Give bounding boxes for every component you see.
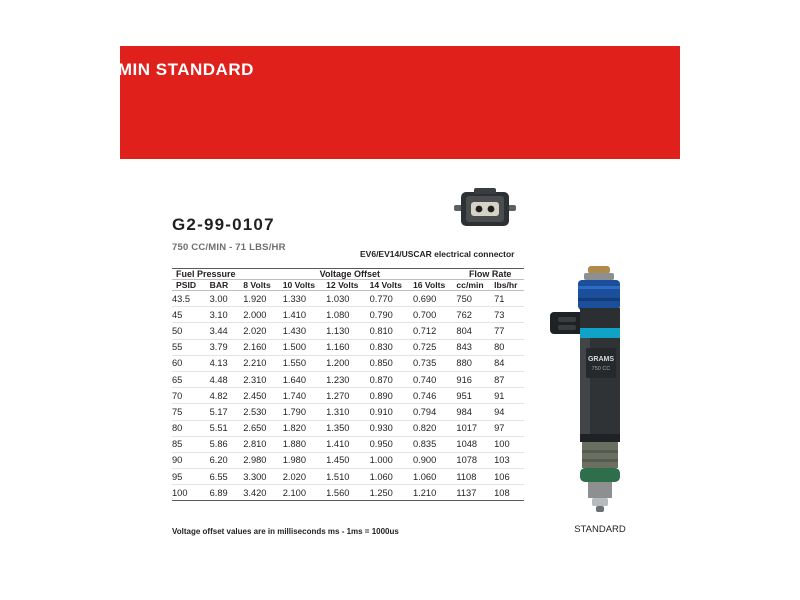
cell-lbshr: 77 <box>494 323 524 339</box>
cell-8v: 2.160 <box>243 339 283 355</box>
cell-lbshr: 91 <box>494 388 524 404</box>
table-row <box>172 339 524 355</box>
group-voltage-offset: Voltage Offset <box>243 269 456 280</box>
cell-16v: 1.210 <box>413 485 456 501</box>
cell-psid: 43.5 <box>172 291 210 307</box>
svg-text:GRAMS: GRAMS <box>587 356 615 363</box>
cell-10v: 1.330 <box>283 291 326 307</box>
cell-lbshr: 94 <box>494 404 524 420</box>
cell-14v: 1.000 <box>370 452 413 468</box>
cell-8v: 2.210 <box>243 355 283 371</box>
cell-ccmin: 804 <box>456 323 494 339</box>
cell-12v: 1.160 <box>326 339 369 355</box>
cell-8v: 2.450 <box>243 388 283 404</box>
table-row <box>172 307 524 323</box>
col-header-bar: BAR <box>210 280 244 291</box>
cell-12v: 1.130 <box>326 323 369 339</box>
flow-rate-table <box>172 268 524 501</box>
cell-ccmin: 880 <box>456 355 494 371</box>
cell-16v: 0.735 <box>413 355 456 371</box>
table-group-header-row <box>172 269 524 280</box>
cell-16v: 0.725 <box>413 339 456 355</box>
col-header-10-volts: 10 Volts <box>283 280 326 291</box>
cell-8v: 2.020 <box>243 323 283 339</box>
table-body <box>172 291 524 501</box>
cell-16v: 0.900 <box>413 452 456 468</box>
injector-image <box>540 262 660 552</box>
cell-12v: 1.450 <box>326 452 369 468</box>
group-fuel-pressure: Fuel Pressure <box>172 269 243 280</box>
cell-16v: 0.794 <box>413 404 456 420</box>
cell-10v: 1.880 <box>283 436 326 452</box>
table-row <box>172 388 524 404</box>
cell-12v: 1.200 <box>326 355 369 371</box>
connector-caption: EV6/EV14/USCAR electrical connector <box>360 249 515 259</box>
cell-ccmin: 1108 <box>456 469 494 485</box>
cell-10v: 1.550 <box>283 355 326 371</box>
cell-lbshr: 80 <box>494 339 524 355</box>
cell-psid: 75 <box>172 404 210 420</box>
cell-12v: 1.270 <box>326 388 369 404</box>
cell-14v: 0.850 <box>370 355 413 371</box>
cell-lbshr: 73 <box>494 307 524 323</box>
cell-lbshr: 103 <box>494 452 524 468</box>
col-header-16-volts: 16 Volts <box>413 280 456 291</box>
cell-lbshr: 100 <box>494 436 524 452</box>
cell-14v: 0.930 <box>370 420 413 436</box>
cell-12v: 1.350 <box>326 420 369 436</box>
cell-bar: 3.00 <box>210 291 244 307</box>
cell-16v: 0.820 <box>413 420 456 436</box>
col-header-12-volts: 12 Volts <box>326 280 369 291</box>
cell-10v: 1.740 <box>283 388 326 404</box>
cell-bar: 4.82 <box>210 388 244 404</box>
table-row <box>172 404 524 420</box>
cell-16v: 0.746 <box>413 388 456 404</box>
table-row <box>172 323 524 339</box>
table-row <box>172 469 524 485</box>
cell-10v: 1.500 <box>283 339 326 355</box>
cell-bar: 5.51 <box>210 420 244 436</box>
cell-psid: 55 <box>172 339 210 355</box>
table-row <box>172 371 524 387</box>
part-number: G2-99-0107 <box>172 215 275 234</box>
svg-text:750 CC: 750 CC <box>591 366 611 372</box>
cell-lbshr: 108 <box>494 485 524 501</box>
cell-14v: 0.810 <box>370 323 413 339</box>
cell-ccmin: 1048 <box>456 436 494 452</box>
cell-16v: 0.835 <box>413 436 456 452</box>
cell-10v: 2.020 <box>283 469 326 485</box>
cell-lbshr: 97 <box>494 420 524 436</box>
cell-bar: 4.48 <box>210 371 244 387</box>
table-row <box>172 485 524 501</box>
cell-10v: 1.790 <box>283 404 326 420</box>
cell-10v: 2.100 <box>283 485 326 501</box>
cell-psid: 65 <box>172 371 210 387</box>
injector-caption: STANDARD <box>574 524 626 535</box>
cell-ccmin: 916 <box>456 371 494 387</box>
part-subtitle: 750 CC/MIN - 71 LBS/HR <box>172 242 286 253</box>
cell-12v: 1.080 <box>326 307 369 323</box>
cell-bar: 3.79 <box>210 339 244 355</box>
cell-ccmin: 951 <box>456 388 494 404</box>
cell-psid: 70 <box>172 388 210 404</box>
cell-12v: 1.310 <box>326 404 369 420</box>
cell-psid: 90 <box>172 452 210 468</box>
table-column-header-row <box>172 280 524 291</box>
cell-14v: 0.770 <box>370 291 413 307</box>
cell-10v: 1.410 <box>283 307 326 323</box>
cell-14v: 1.250 <box>370 485 413 501</box>
cell-12v: 1.560 <box>326 485 369 501</box>
table-row <box>172 355 524 371</box>
cell-8v: 2.980 <box>243 452 283 468</box>
cell-ccmin: 1078 <box>456 452 494 468</box>
injector-connector-icon <box>452 186 518 243</box>
table-row <box>172 436 524 452</box>
cell-8v: 3.300 <box>243 469 283 485</box>
cell-16v: 0.740 <box>413 371 456 387</box>
cell-psid: 100 <box>172 485 210 501</box>
cell-8v: 2.810 <box>243 436 283 452</box>
cell-psid: 85 <box>172 436 210 452</box>
cell-16v: 0.700 <box>413 307 456 323</box>
col-header-psid: PSID <box>172 280 210 291</box>
table-row <box>172 452 524 468</box>
cell-lbshr: 87 <box>494 371 524 387</box>
table-row <box>172 420 524 436</box>
cell-14v: 0.830 <box>370 339 413 355</box>
cell-14v: 0.890 <box>370 388 413 404</box>
cell-16v: 1.060 <box>413 469 456 485</box>
cell-14v: 0.870 <box>370 371 413 387</box>
group-flow-rate: Flow Rate <box>456 269 524 280</box>
cell-8v: 2.650 <box>243 420 283 436</box>
cell-12v: 1.030 <box>326 291 369 307</box>
cell-8v: 2.530 <box>243 404 283 420</box>
cell-16v: 0.690 <box>413 291 456 307</box>
table-footnote: Voltage offset values are in milliseconds ms - 1ms = 1000us <box>172 527 399 536</box>
cell-14v: 0.910 <box>370 404 413 420</box>
cell-8v: 2.310 <box>243 371 283 387</box>
cell-lbshr: 106 <box>494 469 524 485</box>
cell-8v: 3.420 <box>243 485 283 501</box>
cell-bar: 6.20 <box>210 452 244 468</box>
cell-psid: 45 <box>172 307 210 323</box>
cell-ccmin: 843 <box>456 339 494 355</box>
cell-ccmin: 984 <box>456 404 494 420</box>
cell-ccmin: 1017 <box>456 420 494 436</box>
cell-psid: 80 <box>172 420 210 436</box>
cell-bar: 6.55 <box>210 469 244 485</box>
cell-14v: 1.060 <box>370 469 413 485</box>
cell-bar: 4.13 <box>210 355 244 371</box>
cell-psid: 60 <box>172 355 210 371</box>
col-header-14-volts: 14 Volts <box>370 280 413 291</box>
cell-10v: 1.980 <box>283 452 326 468</box>
cell-14v: 0.950 <box>370 436 413 452</box>
page-title: 750 CC/MIN STANDARD <box>52 60 254 79</box>
cell-10v: 1.430 <box>283 323 326 339</box>
cell-lbshr: 71 <box>494 291 524 307</box>
cell-8v: 2.000 <box>243 307 283 323</box>
cell-ccmin: 762 <box>456 307 494 323</box>
cell-bar: 3.10 <box>210 307 244 323</box>
cell-12v: 1.230 <box>326 371 369 387</box>
cell-bar: 3.44 <box>210 323 244 339</box>
table-row <box>172 291 524 307</box>
cell-10v: 1.640 <box>283 371 326 387</box>
cell-psid: 50 <box>172 323 210 339</box>
col-header-ccmin: cc/min <box>456 280 494 291</box>
cell-bar: 5.17 <box>210 404 244 420</box>
cell-bar: 5.86 <box>210 436 244 452</box>
cell-bar: 6.89 <box>210 485 244 501</box>
cell-12v: 1.410 <box>326 436 369 452</box>
cell-psid: 95 <box>172 469 210 485</box>
part-info <box>172 215 432 253</box>
cell-10v: 1.820 <box>283 420 326 436</box>
cell-ccmin: 750 <box>456 291 494 307</box>
cell-12v: 1.510 <box>326 469 369 485</box>
cell-14v: 0.790 <box>370 307 413 323</box>
cell-ccmin: 1137 <box>456 485 494 501</box>
cell-lbshr: 84 <box>494 355 524 371</box>
cell-8v: 1.920 <box>243 291 283 307</box>
col-header-lbshr: lbs/hr <box>494 280 524 291</box>
cell-16v: 0.712 <box>413 323 456 339</box>
col-header-8-volts: 8 Volts <box>243 280 283 291</box>
